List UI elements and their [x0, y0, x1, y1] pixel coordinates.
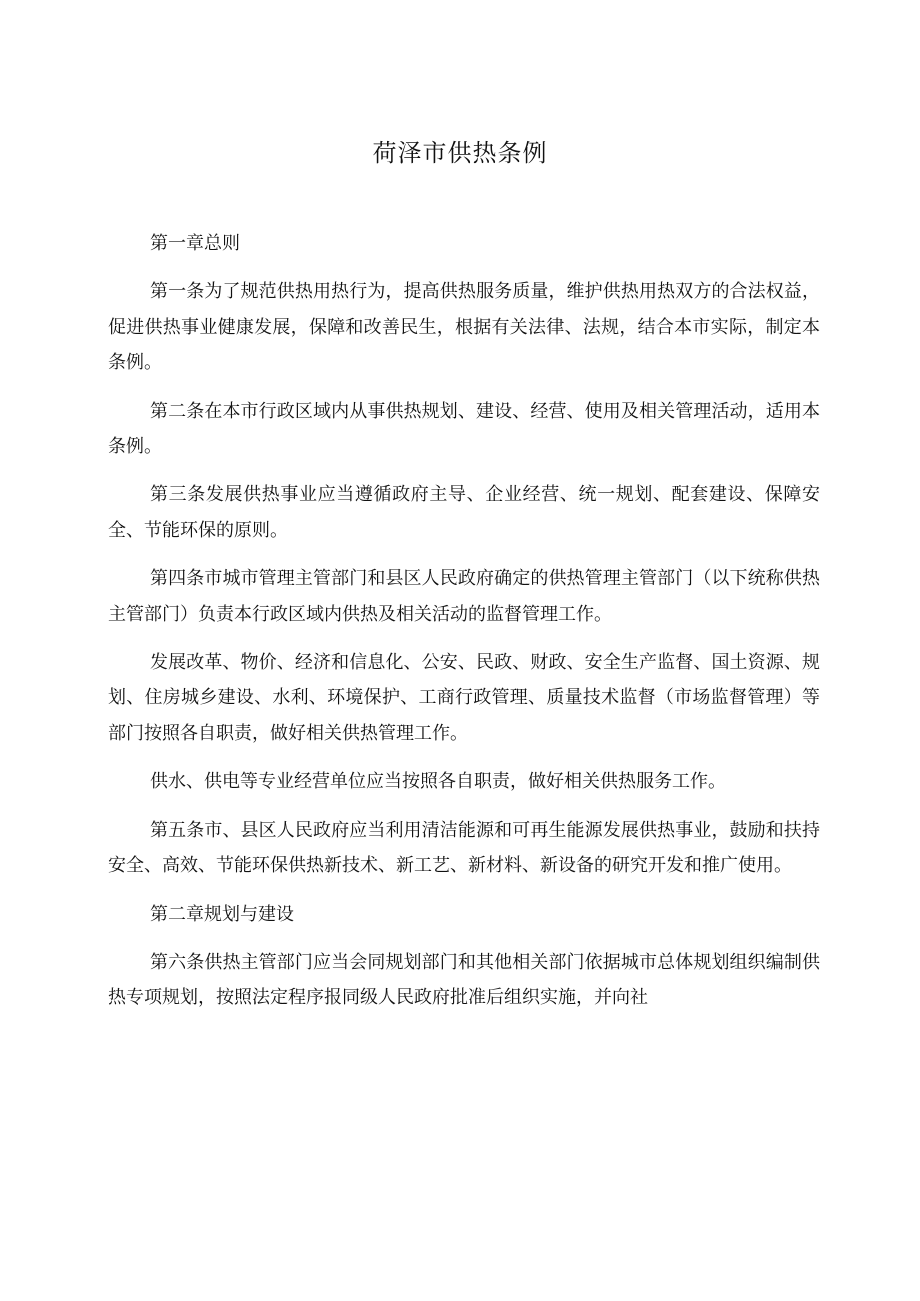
paragraph: 第二条在本市行政区域内从事供热规划、建设、经营、使用及相关管理活动，适用本条例。	[108, 400, 820, 458]
paragraph: 第五条市、县区人民政府应当利用清洁能源和可再生能源发展供热事业，鼓励和扶持安全、高效、节能环保供热新技术、新工艺、新材料、新设备的研究开发和推广使用。	[108, 819, 820, 877]
paragraph: 第一条为了规范供热用热行为，提高供热服务质量，维护供热用热双方的合法权益，促进供热事业健康发展，保障和改善民生，根据有关法律、法规，结合本市实际，制定本条例。	[108, 281, 820, 374]
paragraph: 供水、供电等专业经营单位应当按照各自职责，做好相关供热服务工作。	[150, 771, 726, 793]
document-body	[108, 226, 820, 1029]
paragraph: 第四条市城市管理主管部门和县区人民政府确定的供热管理主管部门（以下统称供热主管部门）负责本行政区域内供热及相关活动的监督管理工作。	[108, 568, 820, 625]
chapter-heading: 第二章规划与建设	[150, 903, 294, 925]
chapter-heading: 第一章总则	[150, 233, 240, 254]
paragraph: 发展改革、物价、经济和信息化、公安、民政、财政、安全生产监督、国土资源、规划、住房城乡建设、水利、环境保护、工商行政管理、质量技术监督（市场监督管理）等部门按照各自职责，做好相关供热管理工作。	[108, 652, 820, 744]
document-title: 荷泽市供热条例	[372, 139, 548, 167]
paragraph: 第三条发展供热事业应当遵循政府主导、企业经营、统一规划、配套建设、保障安全、节能环保的原则。	[108, 484, 820, 541]
paragraph: 第六条供热主管部门应当会同规划部门和其他相关部门依据城市总体规划组织编制供热专项规划，按照法定程序报同级人民政府批准后组织实施，并向社	[108, 951, 820, 1009]
